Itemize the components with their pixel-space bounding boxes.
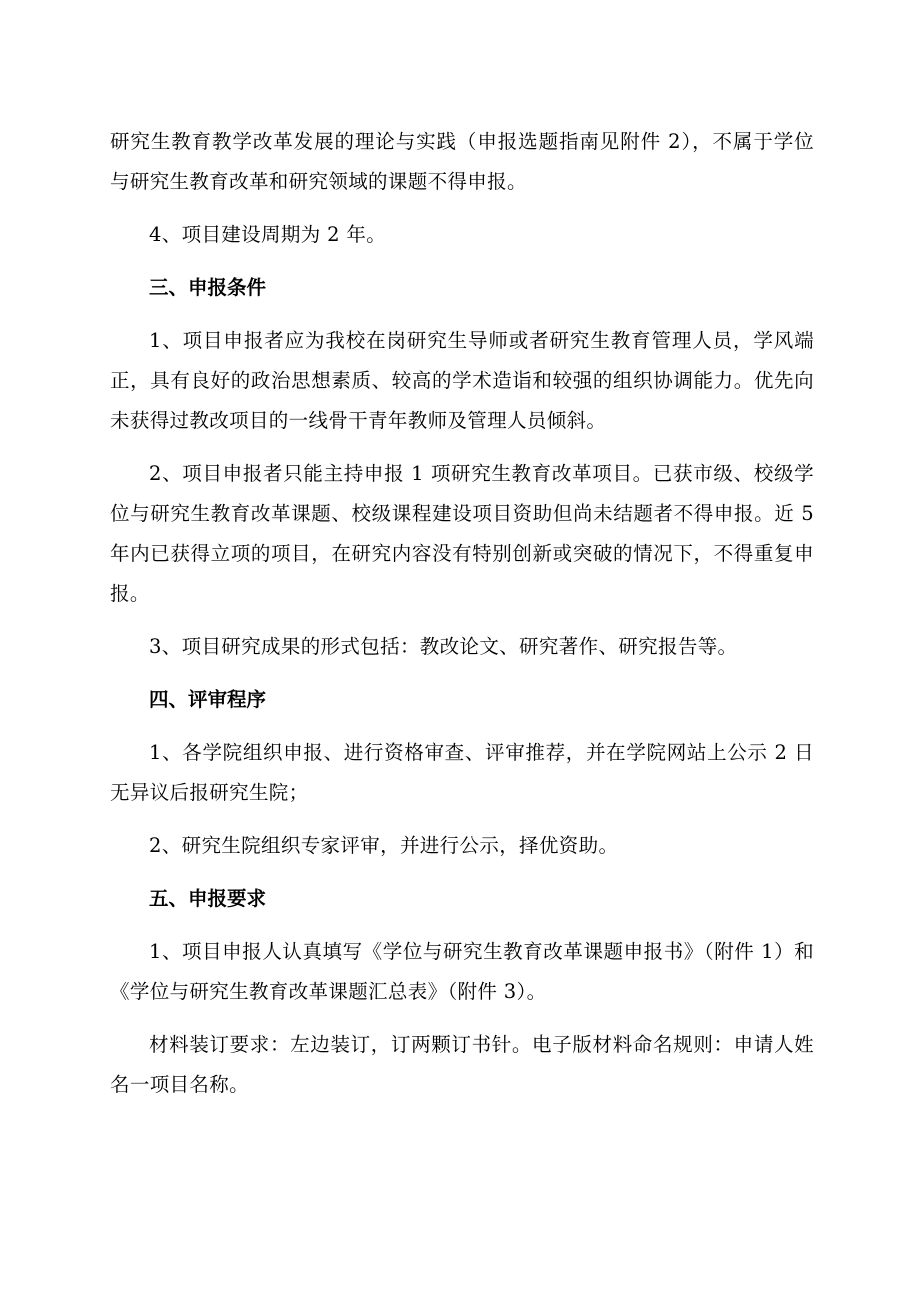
paragraph-requirement-1: 1、项目申报人认真填写《学位与研究生教育改革课题申报书》（附件 1）和《学位与研究生教育改革课题汇总表》（附件 3）。 <box>110 940 814 1003</box>
paragraph-continuation: 研究生教育教学改革发展的理论与实践（申报选题指南见附件 2），不属于学位与研究生教育改革和研究领域的课题不得申报。 <box>110 130 814 193</box>
paragraph-condition-1: 1、项目申报者应为我校在岗研究生导师或者研究生教育管理人员，学风端正，具有良好的政治思想素质、较高的学术造诣和较强的组织协调能力。优先向未获得过教改项目的一线骨干青年教师及管理人员倾斜。 <box>110 329 814 432</box>
section-heading-review-procedure: 四、评审程序 <box>149 688 267 711</box>
section-heading-application-requirements: 五、申报要求 <box>149 887 267 910</box>
paragraph-binding-requirement: 材料装订要求：左边装订，订两颗订书针。电子版材料命名规则：申请人姓名一项目名称。 <box>110 1033 814 1096</box>
paragraph-review-2: 2、研究生院组织专家评审，并进行公示，择优资助。 <box>149 834 619 857</box>
paragraph-review-1: 1、各学院组织申报、进行资格审查、评审推荐，并在学院网站上公示 2 日无异议后报研究生院； <box>110 741 814 804</box>
document-body <box>110 122 814 1118</box>
paragraph-project-period: 4、项目建设周期为 2 年。 <box>149 223 387 246</box>
paragraph-condition-3: 3、项目研究成果的形式包括：教改论文、研究著作、研究报告等。 <box>149 635 738 658</box>
paragraph-condition-2: 2、项目申报者只能主持申报 1 项研究生教育改革项目。已获市级、校级学位与研究生教育改革课题、校级课程建设项目资助但尚未结题者不得申报。近 5 年内已获得立项的项目，在研究内容没有特别创新或突破的情况下，不得重复申报。 <box>110 462 814 605</box>
section-heading-application-conditions: 三、申报条件 <box>149 276 267 299</box>
